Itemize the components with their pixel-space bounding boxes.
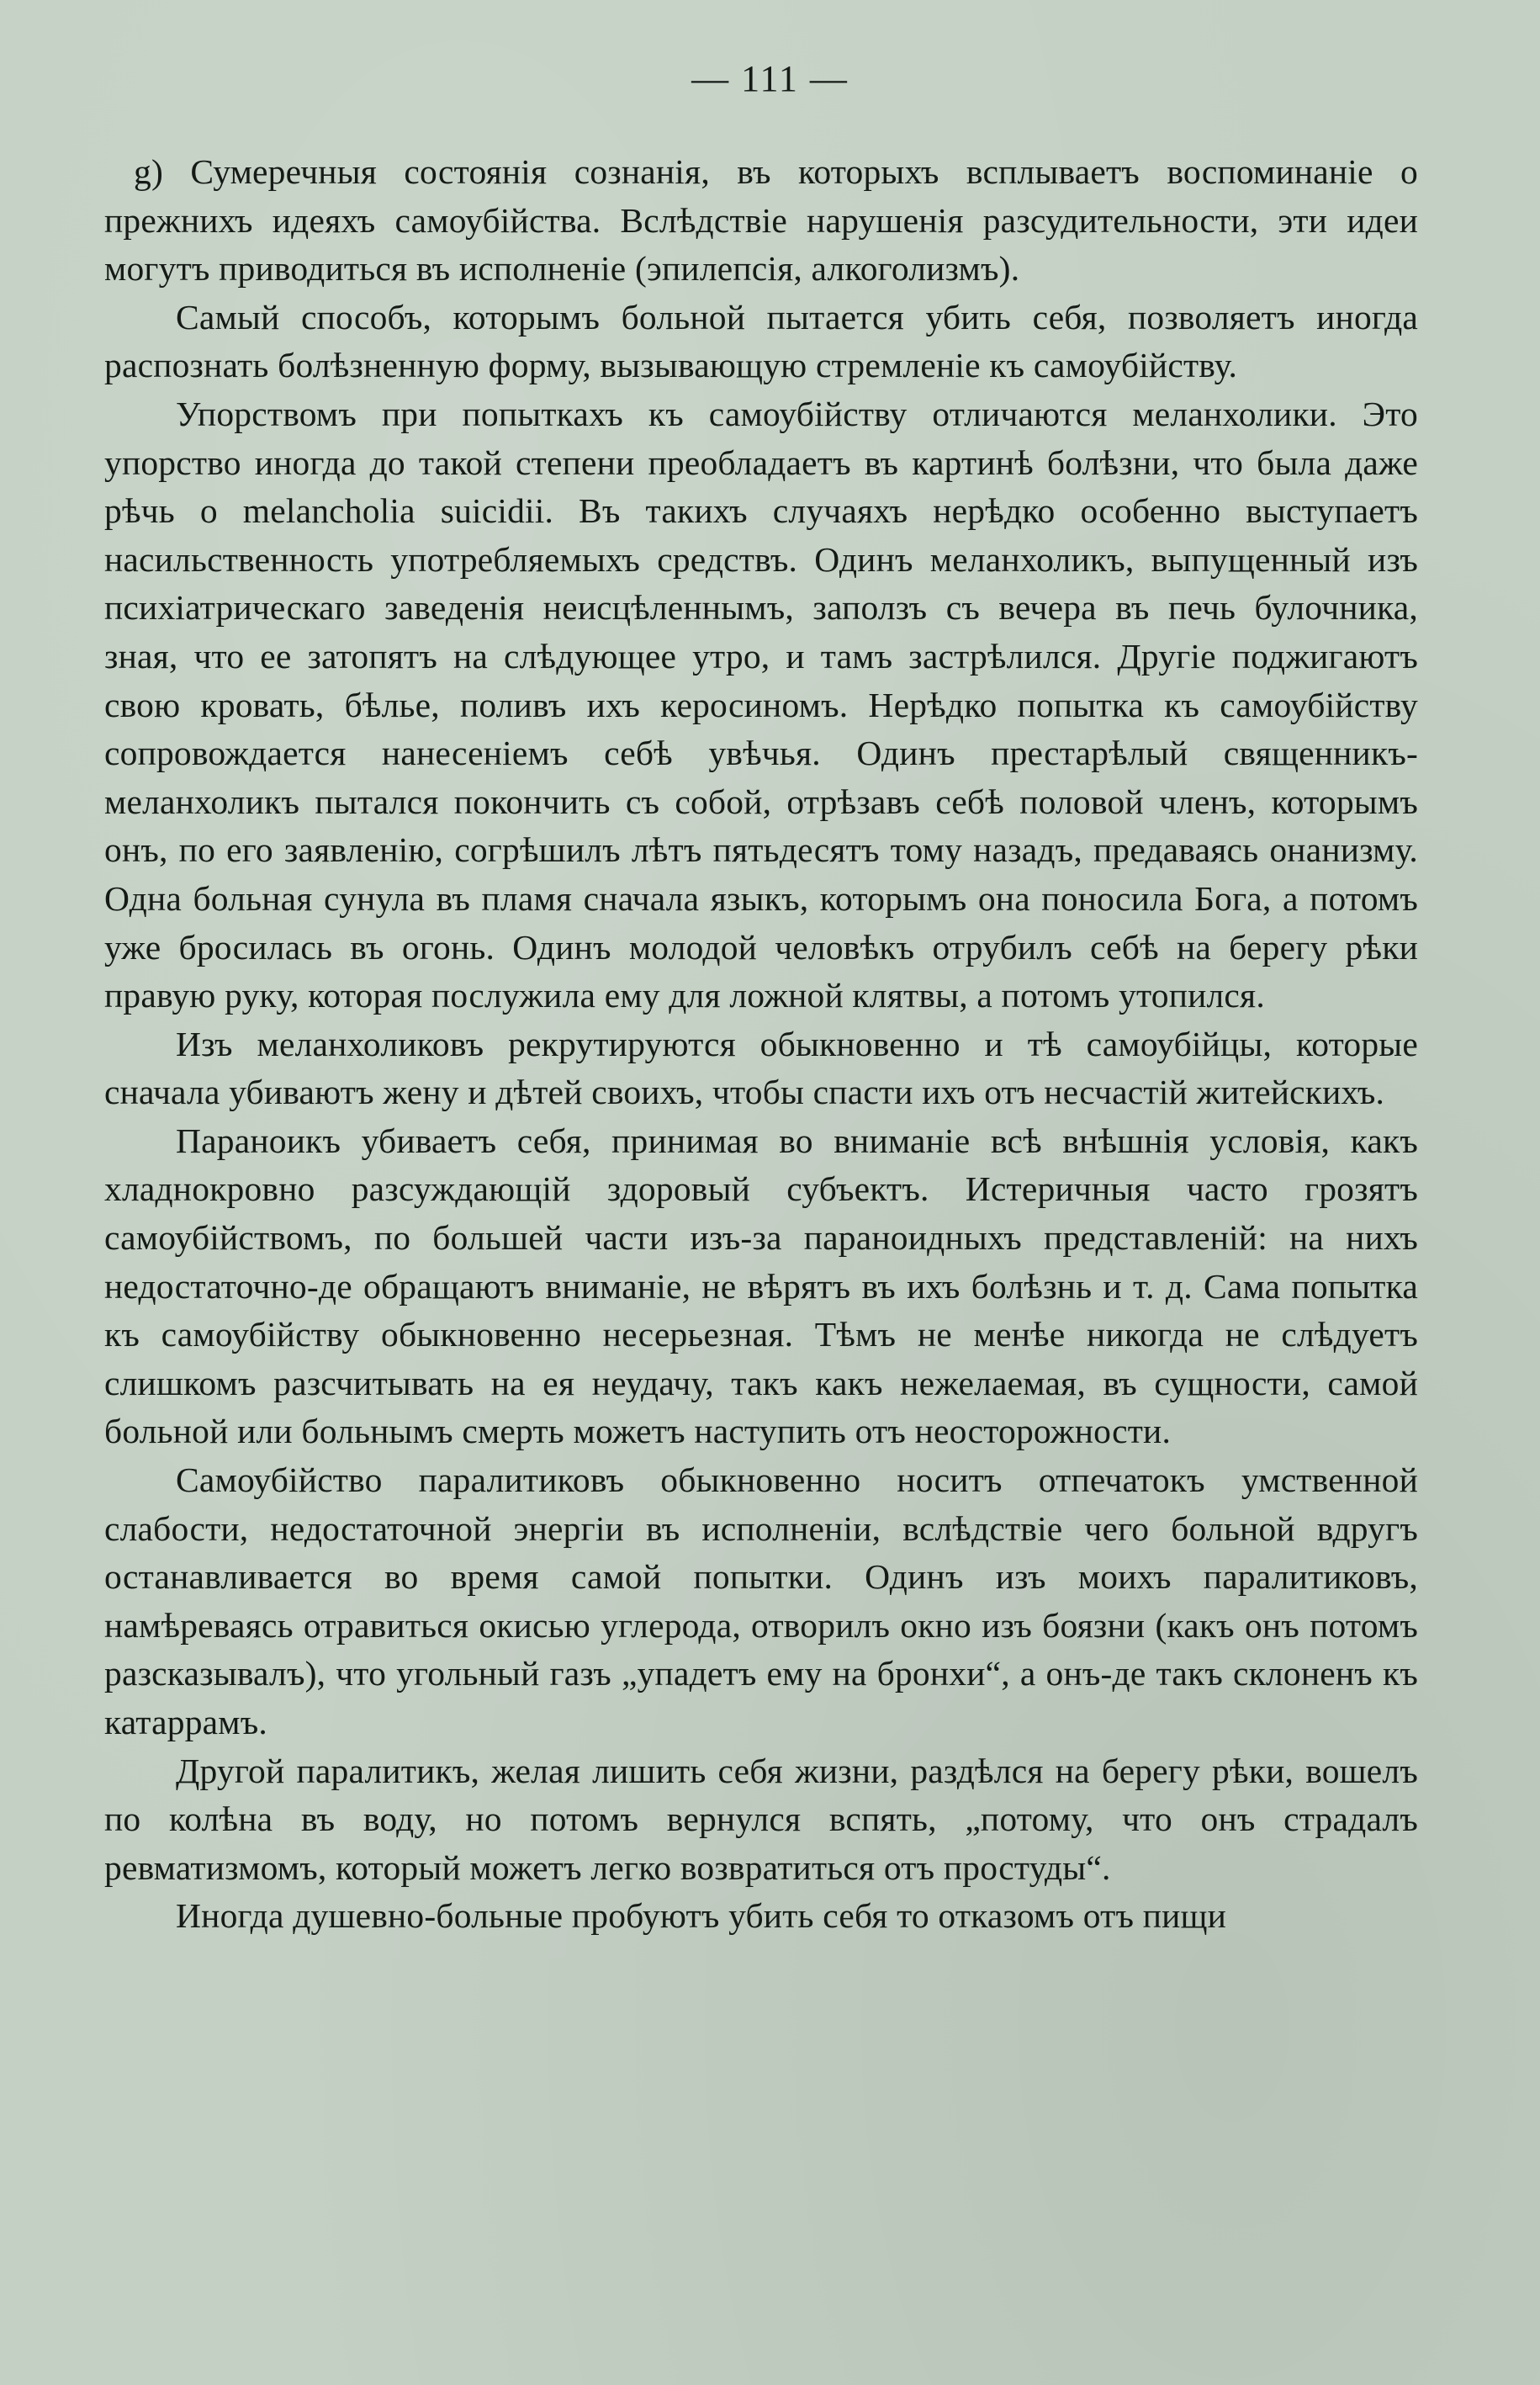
paragraph-melancholic-suicides: Изъ меланхоликовъ рекрутируются обыкновенно и тѣ самоубійцы, которые сначала убиваютъ жену и дѣтей своихъ, чтобы спасти ихъ отъ несчастій житейскихъ. <box>104 1024 1418 1112</box>
paragraph-another-paralytic: Другой паралитикъ, желая лишить себя жизни, раздѣлся на берегу рѣки, вошелъ по колѣна въ воду, но потомъ вернулся вспять, „потому, что онъ страдалъ ревматизмомъ, который можетъ легко возвратиться отъ простуды“. <box>104 1751 1418 1887</box>
paragraph-twilight-states: g) Сумеречныя состоянія сознанія, въ которыхъ всплываетъ воспоминаніе о прежнихъ идеяхъ самоубійства. Вслѣдствіе нарушенія разсудительности, эти идеи могутъ приводиться въ исполненіе (эпилепсія, алкоголизмъ). <box>104 152 1418 289</box>
paragraph-melancholics: Упорствомъ при попыткахъ къ самоубійству отличаются меланхолики. Это упорство иногда до такой степени преобладаетъ въ картинѣ болѣзни, что была даже рѣчь о melancholia suicidii. Въ такихъ случаяхъ нерѣдко особенно выступаетъ насильственность употребляемыхъ средствъ. Одинъ меланхоликъ, выпущенный изъ психіатрическаго заведенія неисцѣленнымъ, заползъ съ вечера въ печь булочника, зная, что ее затопятъ на слѣдующее утро, и тамъ застрѣлился. Другіе поджигаютъ свою кровать, бѣлье, поливъ ихъ керосиномъ. Нерѣдко попытка къ самоубійству сопровождается нанесеніемъ себѣ увѣчья. Одинъ престарѣлый священникъ-меланхоликъ пытался покончить съ собой, отрѣзавъ себѣ половой членъ, которымъ онъ, по его заявленію, согрѣшилъ лѣтъ пятьдесятъ тому назадъ, предаваясь онанизму. Одна больная сунула въ пламя сначала языкъ, которымъ она поносила Бога, а потомъ уже бросилась въ огонь. Одинъ молодой человѣкъ отрубилъ себѣ на берегу рѣки правую руку, которая послужила ему для ложной клятвы, а потомъ утопился. <box>104 394 1418 1015</box>
body-text <box>104 148 1418 1941</box>
page-number: — 111 — <box>691 58 849 99</box>
paragraph-refusal-of-food: Иногда душевно-больные пробуютъ убить себя то отказомъ отъ пищи <box>176 1896 1227 1936</box>
paragraph-paranoiacs: Параноикъ убиваетъ себя, принимая во вниманіе всѣ внѣшнія условія, какъ хладнокровно разсуждающій здоровый субъектъ. Истеричныя часто грозятъ самоубійствомъ, по большей части изъ-за параноидныхъ представленій: на нихъ недостаточно-де обращаютъ вниманіе, не вѣрятъ въ ихъ болѣзнь и т. д. Сама попытка къ самоубійству обыкновенно несерьезная. Тѣмъ не менѣе никогда не слѣдуетъ слишкомъ разсчитывать на ея неудачу, такъ какъ нежелаемая, въ сущности, самой больной или больнымъ смерть можетъ наступить отъ неосторожности. <box>104 1121 1418 1451</box>
paragraph-paralytics: Самоубійство паралитиковъ обыкновенно носитъ отпечатокъ умственной слабости, недостаточной энергіи въ исполненіи, вслѣдствіе чего больной вдругъ останавливается во время самой попытки. Одинъ изъ моихъ паралитиковъ, намѣреваясь отравиться окисью углерода, отворилъ окно изъ боязни (какъ онъ потомъ разсказывалъ), что угольный газъ „упадетъ ему на бронхи“, а онъ-де такъ склоненъ къ катаррамъ. <box>104 1460 1418 1741</box>
paragraph-method: Самый способъ, которымъ больной пытается убить себя, позволяетъ иногда распознать болѣзненную форму, вызывающую стремленіе къ самоубійству. <box>104 297 1418 385</box>
